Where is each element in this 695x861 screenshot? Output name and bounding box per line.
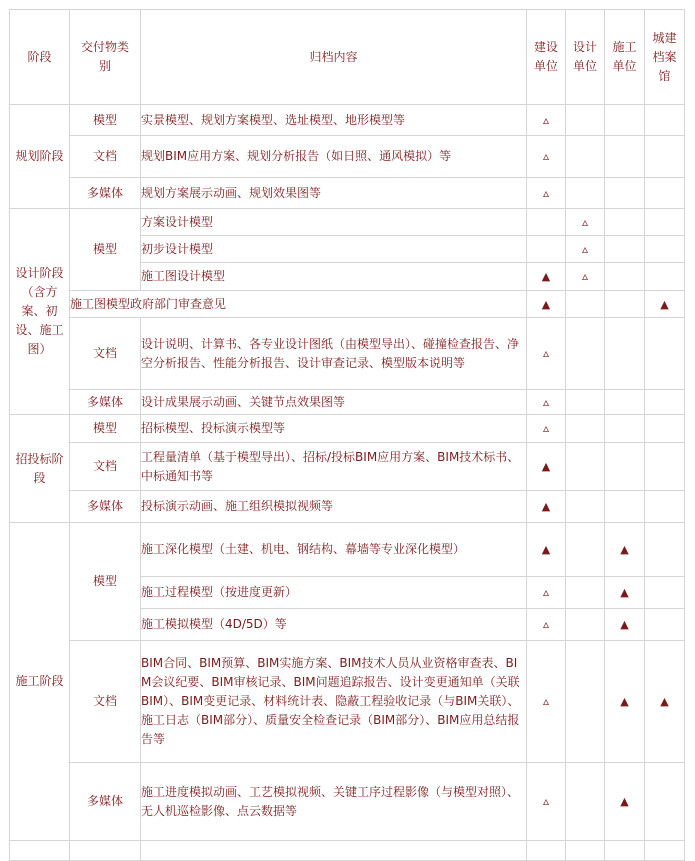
mark-cell (566, 523, 605, 577)
table-row (10, 443, 685, 491)
content-cell: 施工图模型政府部门审查意见 (70, 291, 527, 318)
mark-cell (605, 491, 645, 523)
mark-cell (566, 763, 605, 841)
stage-cell: 施工阶段 (10, 523, 70, 841)
header-content: 归档内容 (141, 10, 527, 105)
type-cell: 模型 (70, 105, 141, 136)
mark-cell (605, 291, 645, 318)
type-cell: 文档 (70, 641, 141, 763)
content-cell: 招标模型、投标演示模型等 (141, 415, 527, 443)
mark-cell: ▵ (527, 577, 566, 609)
mark-cell: ▲ (605, 577, 645, 609)
mark-cell: ▵ (527, 609, 566, 641)
mark-cell (605, 236, 645, 263)
type-cell: 多媒体 (70, 763, 141, 841)
mark-cell (605, 415, 645, 443)
mark-cell: ▲ (527, 263, 566, 291)
content-cell: 规划BIM应用方案、规划分析报告（如日照、通风模拟）等 (141, 136, 527, 178)
header-col2: 设计单位 (566, 10, 605, 105)
mark-cell (645, 209, 685, 236)
type-cell: 文档 (70, 443, 141, 491)
mark-cell (605, 136, 645, 178)
mark-cell: ▲ (605, 763, 645, 841)
mark-cell: ▲ (527, 491, 566, 523)
type-cell: 多媒体 (70, 491, 141, 523)
mark-cell: ▵ (566, 236, 605, 263)
content-cell: 设计成果展示动画、关键节点效果图等 (141, 390, 527, 415)
type-cell: 文档 (70, 136, 141, 178)
mark-cell (566, 136, 605, 178)
table-row (10, 491, 685, 523)
type-cell: 多媒体 (70, 178, 141, 209)
mark-cell: ▵ (566, 209, 605, 236)
mark-cell: ▲ (605, 523, 645, 577)
type-cell: 多媒体 (70, 390, 141, 415)
content-cell: 施工过程模型（按进度更新） (141, 577, 527, 609)
content-cell: 施工图设计模型 (141, 263, 527, 291)
mark-cell (566, 641, 605, 763)
mark-cell (566, 178, 605, 209)
mark-cell (566, 390, 605, 415)
mark-cell: ▲ (527, 523, 566, 577)
content-cell: 施工进度模拟动画、工艺模拟视频、关键工序过程影像（与模型对照）、无人机巡检影像、点云数据等 (141, 763, 527, 841)
mark-cell (645, 443, 685, 491)
mark-cell (527, 236, 566, 263)
mark-cell (645, 523, 685, 577)
mark-cell (566, 318, 605, 390)
mark-cell (645, 491, 685, 523)
table-row (10, 641, 685, 763)
stage-cell: 招投标阶段 (10, 415, 70, 523)
content-cell: 工程量清单（基于模型导出）、招标/投标BIM应用方案、BIM技术标书、中标通知书等 (141, 443, 527, 491)
table-row (10, 178, 685, 209)
mark-cell (605, 105, 645, 136)
mark-cell (645, 318, 685, 390)
header-col1: 建设单位 (527, 10, 566, 105)
mark-cell: ▲ (645, 641, 685, 763)
archive-table (9, 9, 685, 861)
content-cell: 施工模拟模型（4D/5D）等 (141, 609, 527, 641)
type-cell: 文档 (70, 318, 141, 390)
mark-cell: ▵ (527, 415, 566, 443)
mark-cell: ▲ (527, 443, 566, 491)
stage-cell: 规划阶段 (10, 105, 70, 209)
header-col3: 施工单位 (605, 10, 645, 105)
content-cell: 方案设计模型 (141, 209, 527, 236)
content-cell: 投标演示动画、施工组织模拟视频等 (141, 491, 527, 523)
mark-cell (566, 415, 605, 443)
mark-cell (605, 178, 645, 209)
mark-cell (645, 390, 685, 415)
header-row (10, 10, 685, 105)
mark-cell (605, 390, 645, 415)
table-row (10, 523, 685, 577)
mark-cell (645, 609, 685, 641)
table-row (10, 415, 685, 443)
content-cell: 设计说明、计算书、各专业设计图纸（由模型导出）、碰撞检查报告、净空分析报告、性能分析报告、设计审查记录、模型版本说明等 (141, 318, 527, 390)
mark-cell (645, 577, 685, 609)
mark-cell: ▵ (527, 105, 566, 136)
mark-cell (645, 178, 685, 209)
table-row (10, 763, 685, 841)
mark-cell (645, 105, 685, 136)
mark-cell (645, 136, 685, 178)
mark-cell: ▵ (566, 263, 605, 291)
mark-cell (566, 609, 605, 641)
type-cell: 模型 (70, 209, 141, 291)
table-row (10, 318, 685, 390)
table-row (10, 841, 685, 861)
content-cell: 规划方案展示动画、规划效果图等 (141, 178, 527, 209)
content-cell: BIM合同、BIM预算、BIM实施方案、BIM技术人员从业资格审查表、BIM会议纪要、BIM审核记录、BIM问题追踪报告、设计变更通知单（关联BIM）、BIM变更记录、材料统计表、隐蔽工程验收记录（与BIM关联）、施工日志（BIM部分）、质量安全检查记录（BIM部分）、BIM应用总结报告等 (141, 641, 527, 763)
type-cell: 模型 (70, 415, 141, 443)
header-type: 交付物类别 (70, 10, 141, 105)
mark-cell: ▲ (605, 641, 645, 763)
mark-cell (566, 443, 605, 491)
mark-cell (645, 763, 685, 841)
mark-cell (605, 443, 645, 491)
table-row (10, 105, 685, 136)
table-row (10, 291, 685, 318)
mark-cell: ▵ (527, 763, 566, 841)
mark-cell (645, 236, 685, 263)
stage-cell: 设计阶段（含方案、初设、施工图） (10, 209, 70, 415)
table-row (10, 136, 685, 178)
content-cell: 施工深化模型（土建、机电、钢结构、幕墙等专业深化模型） (141, 523, 527, 577)
mark-cell (566, 105, 605, 136)
mark-cell (605, 263, 645, 291)
mark-cell (605, 209, 645, 236)
table-row (10, 209, 685, 236)
header-col4: 城建档案馆 (645, 10, 685, 105)
mark-cell (566, 291, 605, 318)
mark-cell: ▲ (645, 291, 685, 318)
mark-cell (566, 577, 605, 609)
mark-cell (645, 415, 685, 443)
mark-cell: ▵ (527, 641, 566, 763)
mark-cell (566, 491, 605, 523)
type-cell: 模型 (70, 523, 141, 641)
header-stage: 阶段 (10, 10, 70, 105)
mark-cell: ▵ (527, 318, 566, 390)
mark-cell: ▲ (605, 609, 645, 641)
mark-cell: ▵ (527, 136, 566, 178)
content-cell: 初步设计模型 (141, 236, 527, 263)
mark-cell: ▵ (527, 390, 566, 415)
mark-cell: ▲ (527, 291, 566, 318)
table-row (10, 390, 685, 415)
mark-cell (645, 263, 685, 291)
mark-cell: ▵ (527, 178, 566, 209)
mark-cell (527, 209, 566, 236)
content-cell: 实景模型、规划方案模型、选址模型、地形模型等 (141, 105, 527, 136)
mark-cell (605, 318, 645, 390)
